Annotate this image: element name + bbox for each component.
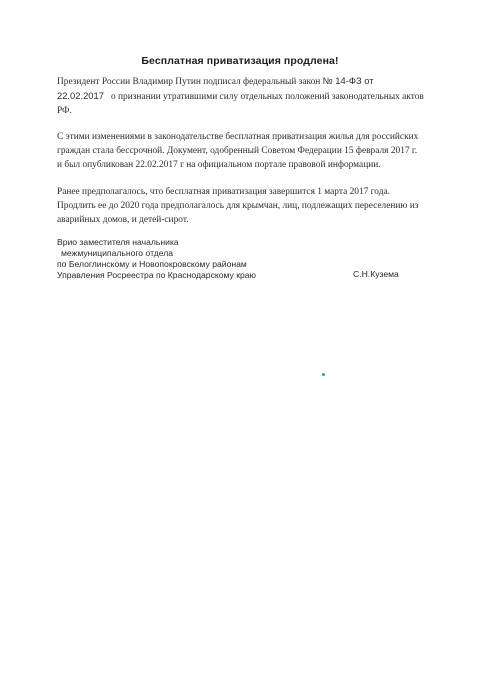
law-date: 22.02.2017 — [57, 90, 104, 101]
signature-block — [57, 237, 256, 281]
paragraph-line: Продлить ее до 2020 года предполагалось для крымчан, лиц, подлежащих переселению из — [57, 201, 419, 211]
paragraph-line: аварийных домов, и детей-сирот. — [57, 215, 189, 225]
text-run: о признании утратившими силу отдельных положений законодательных актов — [110, 92, 424, 102]
signatory-name: С.Н.Кузема — [353, 269, 399, 279]
paragraph-line: С этими изменениями в законодательстве бесплатная приватизация жилья для российских — [57, 132, 419, 142]
text-run: Президент России Владимир Путин подписал федеральный закон — [57, 77, 323, 87]
signature-line: Врио заместителя начальника — [57, 237, 179, 247]
scan-speck — [322, 373, 325, 376]
paragraph-line — [57, 89, 427, 104]
paragraph-line — [57, 74, 427, 89]
paragraph-previous-plan — [57, 185, 427, 227]
signature-line: по Белоглинскому и Новопокровскому районам — [57, 259, 247, 269]
paragraph-line: и был опубликован 22.02.2017 г на официальном портале правовой информации. — [57, 160, 381, 170]
signature-line: межмуниципального отдела — [61, 248, 174, 258]
signature-line: Управления Росреестра по Краснодарскому краю — [57, 270, 256, 280]
paragraph-line: граждан стала бессрочной. Документ, одобренный Советом Федерации 15 февраля 2017 г. — [57, 146, 418, 156]
paragraph-changes — [57, 130, 427, 172]
paragraph-law-signed — [57, 74, 427, 118]
law-number: № 14-ФЗ от — [322, 75, 374, 86]
paragraph-line: Ранее предполагалось, что бесплатная приватизация завершится 1 марта 2017 года. — [57, 187, 390, 197]
paragraph-line: РФ. — [57, 106, 72, 116]
document-title: Бесплатная приватизация продлена! — [141, 55, 339, 67]
